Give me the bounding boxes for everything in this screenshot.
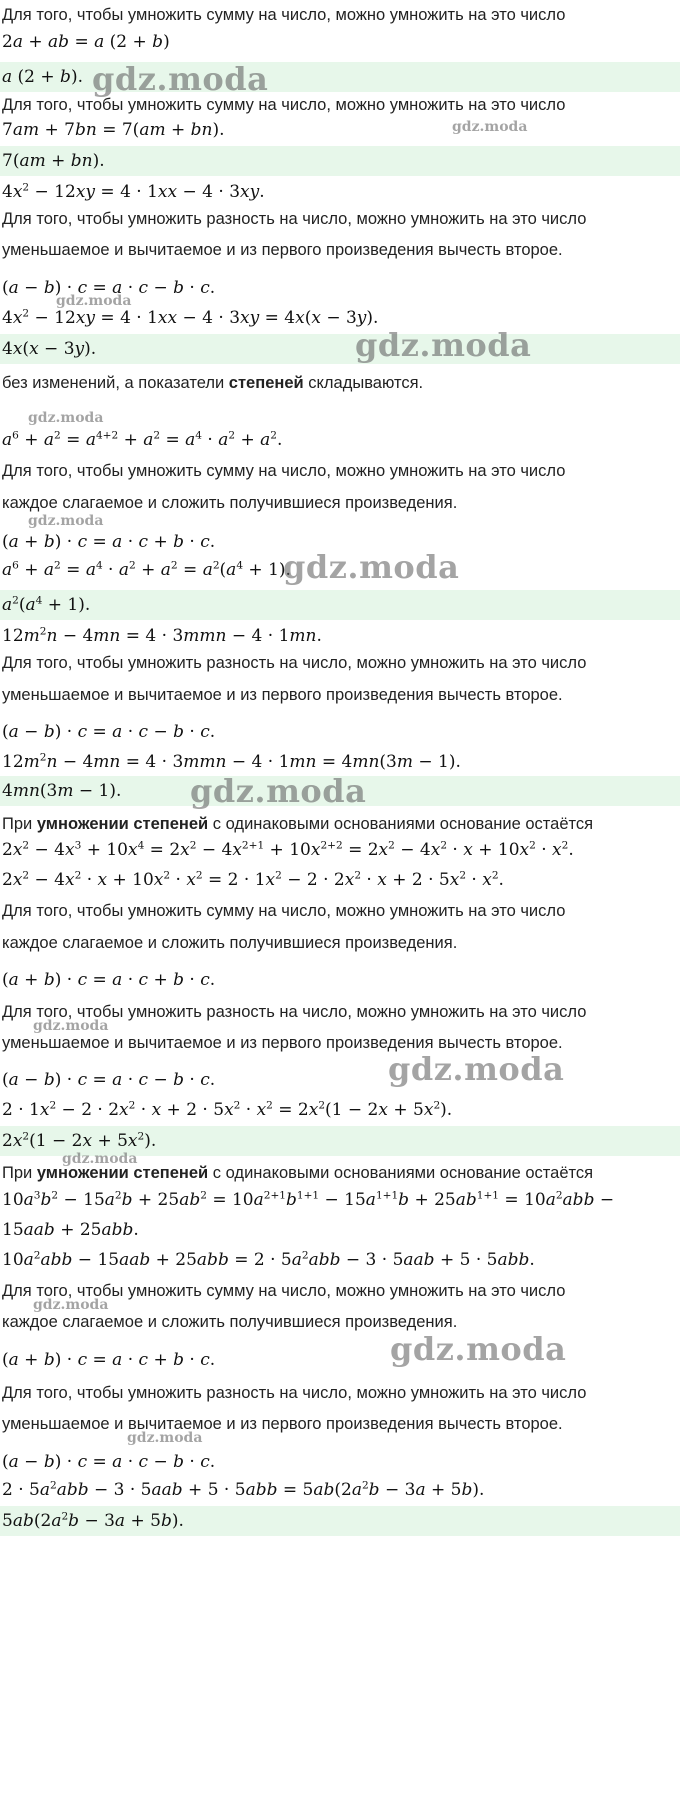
rule-diff-2: уменьшаемое и вычитаемое и из первого произведения вычесть второе.: [2, 1415, 563, 1433]
rule-diff-2: уменьшаемое и вычитаемое и из первого произведения вычесть второе.: [2, 241, 563, 259]
rule-sum-2: каждое слагаемое и сложить получившиеся произведения.: [2, 1313, 458, 1331]
watermark: gdz.moda: [92, 60, 269, 98]
rule-sum-2: каждое слагаемое и сложить получившиеся произведения.: [2, 934, 458, 952]
watermark: gdz.moda: [33, 1297, 109, 1313]
rule-sum: Для того, чтобы умножить сумму на число, можно умножить на это число: [2, 6, 566, 24]
watermark: gdz.moda: [127, 1430, 203, 1446]
answer-line: a (2 + b).: [0, 62, 680, 92]
answer-line: $2x^2(1 - 2x + 5x^2)$.: [0, 1126, 680, 1156]
math-line: 2a + ab = a (2 + b): [2, 32, 170, 52]
watermark: gdz.moda: [28, 513, 104, 529]
math-line: $10a^3b^2 - 15a^2b + 25ab^2 = 10a^{2+1}b^{1+1} - 15a^{1+1}b + 25ab^{1+1} = 10a^2abb$ −: [2, 1189, 615, 1210]
math-line: $2x^2 - 4x^3 + 10x^4 = 2x^2 - 4x^{2+1} + 10x^{2+2} = 2x^2 - 4x^2 \cdot x + 10x^2 \cdot x^2$.: [2, 839, 574, 860]
math-line: $10a^2abb - 15aab + 25abb = 2 \cdot 5a^2abb - 3 \cdot 5aab + 5 \cdot 5abb$.: [2, 1249, 535, 1270]
watermark: gdz.moda: [283, 548, 460, 586]
watermark: gdz.moda: [452, 119, 528, 135]
math-line: (a + b) · c = a · c + b · c.: [2, 1350, 216, 1370]
math-line: (a − b) · c = a · c − b · c.: [2, 722, 216, 742]
watermark: gdz.moda: [390, 1330, 567, 1368]
math-line: $2x^2 - 4x^2 \cdot x + 10x^2 \cdot x^2 = 2 \cdot 1x^2 - 2 \cdot 2x^2 \cdot x + 2 \cdot 5x^2 \cdot x^2$.: [2, 869, 504, 890]
rule-diff-2: уменьшаемое и вычитаемое и из первого произведения вычесть второе.: [2, 1034, 563, 1052]
watermark: gdz.moda: [56, 293, 132, 309]
math-line: $a^6 + a^2 = a^4 \cdot a^2 + a^2 = a^2(a^4 + 1)$.: [2, 559, 291, 580]
math-line: $12m^2n - 4mn = 4 \cdot 3mmn - 4 \cdot 1mn$.: [2, 625, 322, 646]
rule-power: При умножении степеней с одинаковыми основаниями основание остаётся: [2, 815, 594, 833]
rule-sum-2: каждое слагаемое и сложить получившиеся произведения.: [2, 494, 458, 512]
rule-diff: Для того, чтобы умножить разность на число, можно умножить на это число: [2, 654, 587, 672]
math-line: (a − b) · c = a · c − b · c.: [2, 1452, 216, 1472]
watermark: gdz.moda: [62, 1151, 138, 1167]
math-line: 7am + 7bn = 7(am + bn).: [2, 120, 225, 140]
math-line: $a^6 + a^2 = a^{4+2} + a^2 = a^4 \cdot a^2 + a^2$.: [2, 429, 283, 450]
math-line: $2 \cdot 1x^2 - 2 \cdot 2x^2 \cdot x + 2 \cdot 5x^2 \cdot x^2 = 2x^2(1 - 2x + 5x^2)$.: [2, 1099, 453, 1120]
answer-line: 4mn(3m − 1).: [0, 776, 680, 806]
rule-power: без изменений, а показатели степеней складываются.: [2, 374, 424, 392]
rule-sum: Для того, чтобы умножить сумму на число, можно умножить на это число: [2, 96, 566, 114]
math-line: (a + b) · c = a · c + b · c.: [2, 532, 216, 552]
rule-diff-2: уменьшаемое и вычитаемое и из первого произведения вычесть второе.: [2, 686, 563, 704]
rule-sum: Для того, чтобы умножить сумму на число, можно умножить на это число: [2, 1282, 566, 1300]
math-line: $2 \cdot 5a^2abb - 3 \cdot 5aab + 5 \cdot 5abb = 5ab(2a^2b - 3a + 5b)$.: [2, 1479, 485, 1500]
rule-power: При умножении степеней с одинаковыми основаниями основание остаётся: [2, 1164, 594, 1182]
math-line: $12m^2n - 4mn = 4 \cdot 3mmn - 4 \cdot 1mn = 4mn(3m - 1)$.: [2, 751, 461, 772]
answer-line: $5ab(2a^2b - 3a + 5b)$.: [0, 1506, 680, 1536]
watermark: gdz.moda: [28, 410, 104, 426]
rule-diff: Для того, чтобы умножить разность на число, можно умножить на это число: [2, 210, 587, 228]
math-line: 15aab + 25abb.: [2, 1220, 139, 1240]
rule-sum: Для того, чтобы умножить сумму на число, можно умножить на это число: [2, 462, 566, 480]
rule-sum: Для того, чтобы умножить сумму на число, можно умножить на это число: [2, 902, 566, 920]
answer-line: 4x(x − 3y).: [0, 334, 680, 364]
math-line: (a − b) · c = a · c − b · c.: [2, 1070, 216, 1090]
watermark: gdz.moda: [355, 326, 532, 364]
math-line: (a − b) · c = a · c − b · c.: [2, 278, 216, 298]
math-line: (a + b) · c = a · c + b · c.: [2, 970, 216, 990]
watermark: gdz.moda: [388, 1050, 565, 1088]
rule-diff: Для того, чтобы умножить разность на число, можно умножить на это число: [2, 1003, 587, 1021]
answer-line: 7(am + bn).: [0, 146, 680, 176]
rule-diff: Для того, чтобы умножить разность на число, можно умножить на это число: [2, 1384, 587, 1402]
math-line: $4x^2 - 12xy = 4 \cdot 1xx - 4 \cdot 3xy$.: [2, 181, 265, 202]
answer-line: $a^2(a^4 + 1)$.: [0, 590, 680, 620]
math-line: $4x^2 - 12xy = 4 \cdot 1xx - 4 \cdot 3xy = 4x(x - 3y)$.: [2, 307, 379, 328]
watermark: gdz.moda: [190, 772, 367, 810]
watermark: gdz.moda: [33, 1018, 109, 1034]
